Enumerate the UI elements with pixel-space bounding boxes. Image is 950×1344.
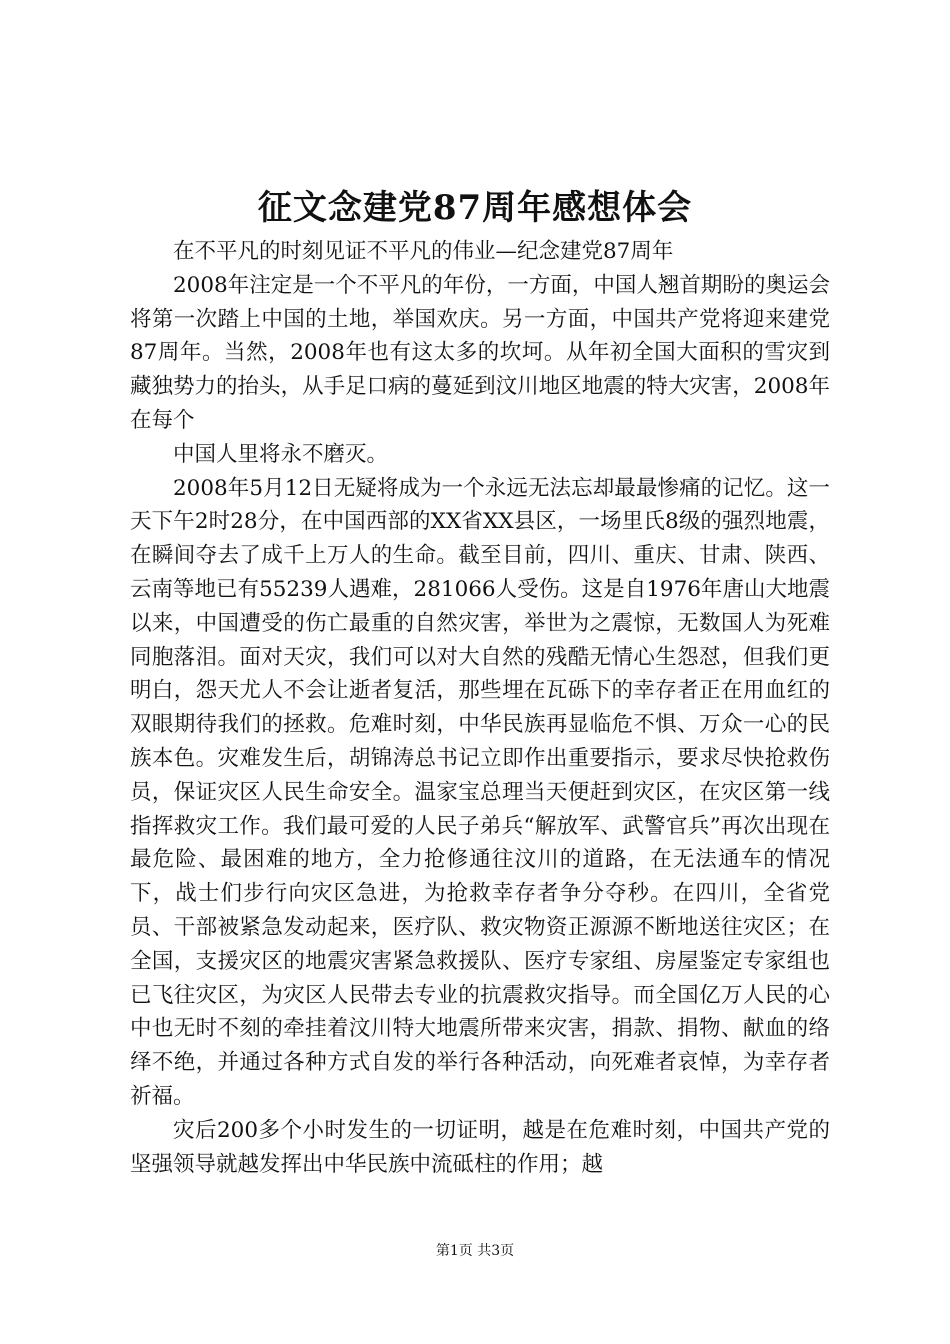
document-title: 征文念建党87周年感想体会	[257, 188, 693, 228]
subtitle-paragraph: 在不平凡的时刻见证不平凡的伟业—纪念建党87周年	[173, 239, 674, 264]
body-paragraph: 中国人里将永不磨灭。	[173, 441, 389, 467]
page-footer: 第1页 共3页	[435, 1243, 515, 1259]
body-paragraph: 灾后200多个小时发生的一切证明，越是在危难时刻，中国共产党的坚强领导就越发挥出中华民族中流砥柱的作用；越	[130, 1117, 830, 1177]
body-paragraph: 2008年注定是一个不平凡的年份，一方面，中国人翘首期盼的奥运会将第一次踏上中国的土地，举国欢庆。另一方面，中国共产党将迎来建党87周年。当然，2008年也有这太多的坎坷。从年初全国大面积的雪灾到藏独势力的抬头，从手足口病的蔓延到汶川地区地震的特大灾害，2008年在每个	[130, 272, 830, 433]
document-body	[130, 235, 830, 1181]
body-paragraph: 2008年5月12日无疑将成为一个永远无法忘却最最惨痛的记忆。这一天下午2时28分，在中国西部的XX省XX县区，一场里氏8级的强烈地震，在瞬间夺去了成千上万人的生命。截至目前，四川、重庆、甘肃、陕西、云南等地已有55239人遇难，281066人受伤。这是自1976年唐山大地震以来，中国遭受的伤亡最重的自然灾害，举世为之震惊，无数国人为死难同胞落泪。面对天灾，我们可以对大自然的残酷无情心生怨怼，但我们更明白，怨天尤人不会让逝者复活，那些埋在瓦砾下的幸存者正在用血红的双眼期待我们的拯救。危难时刻，中华民族再显临危不惧、万众一心的民族本色。灾难发生后，胡锦涛总书记立即作出重要指示，要求尽快抢救伤员，保证灾区人民生命安全。温家宝总理当天便赶到灾区，在灾区第一线指挥救灾工作。我们最可爱的人民子弟兵“解放军、武警官兵”再次出现在最危险、最困难的地方，全力抢修通往汶川的道路，在无法通车的情况下，战士们步行向灾区急进，为抢救幸存者争分夺秒。在四川，全省党员、干部被紧急发动起来，医疗队、救灾物资正源源不断地送往灾区；在全国，支援灾区的地震灾害紧急救援队、医疗专家组、房屋鉴定专家组也已飞往灾区，为灾区人民带去专业的抗震救灾指导。而全国亿万人民的心中也无时不刻的牵挂着汶川特大地震所带来灾害，捐款、捐物、献血的络绎不绝，并通过各种方式自发的举行各种活动，向死难者哀悼，为幸存者祈福。	[130, 475, 830, 1109]
